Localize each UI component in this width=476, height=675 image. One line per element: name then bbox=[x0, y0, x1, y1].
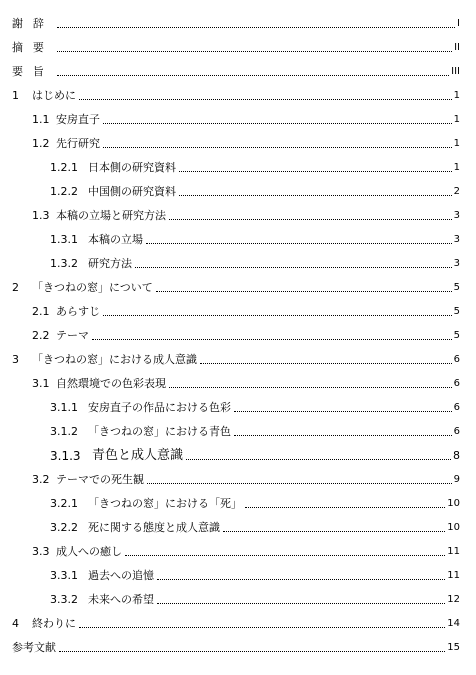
toc-entry-title: 安房直子の作品における色彩 bbox=[88, 401, 231, 414]
toc-entry-title: テーマ bbox=[56, 329, 89, 342]
toc-entry[interactable] bbox=[0, 251, 476, 271]
toc-entry-page: 5 bbox=[453, 282, 460, 293]
toc-entry[interactable] bbox=[0, 347, 476, 367]
toc-entry-title: 日本側の研究資料 bbox=[88, 161, 176, 174]
toc-entry-title: はじめに bbox=[32, 89, 76, 102]
dot-leader bbox=[200, 363, 452, 364]
toc-entry-number: 3.2.2 bbox=[50, 521, 78, 534]
toc-entry-page: 10 bbox=[447, 522, 460, 533]
toc-entry-title: 「きつねの窓」について bbox=[32, 281, 153, 294]
toc-entry-title: テーマでの死生観 bbox=[56, 473, 144, 486]
dot-leader bbox=[92, 339, 452, 340]
dot-leader bbox=[156, 291, 452, 292]
dot-leader bbox=[79, 99, 452, 100]
toc-entry[interactable] bbox=[0, 515, 476, 535]
toc-entry[interactable] bbox=[0, 635, 476, 655]
dot-leader bbox=[245, 507, 445, 508]
toc-entry[interactable] bbox=[0, 35, 476, 55]
toc-entry[interactable] bbox=[0, 155, 476, 175]
toc-entry-number: 1.1 bbox=[32, 113, 50, 126]
toc-entry-number: 1.2.1 bbox=[50, 161, 78, 174]
toc-entry-title: 先行研究 bbox=[56, 137, 100, 150]
toc-entry-page: 11 bbox=[447, 570, 460, 581]
toc-entry[interactable] bbox=[0, 395, 476, 415]
toc-entry[interactable] bbox=[0, 371, 476, 391]
dot-leader bbox=[169, 387, 452, 388]
toc-entry[interactable] bbox=[0, 611, 476, 631]
dot-leader bbox=[234, 411, 452, 412]
dot-leader bbox=[59, 651, 445, 652]
toc-entry[interactable] bbox=[0, 11, 476, 31]
toc-entry-title: 本稿の立場 bbox=[88, 233, 143, 246]
toc-entry-title: 自然環境での色彩表現 bbox=[56, 377, 166, 390]
dot-leader bbox=[57, 75, 449, 76]
toc-entry[interactable] bbox=[0, 107, 476, 127]
dot-leader bbox=[57, 27, 455, 28]
dot-leader bbox=[146, 243, 452, 244]
toc-entry-page: 9 bbox=[453, 474, 460, 485]
dot-leader bbox=[103, 123, 452, 124]
toc-entry-title: 中国側の研究資料 bbox=[88, 185, 176, 198]
toc-entry-title: 成人への癒し bbox=[56, 545, 122, 558]
toc-entry-number: 2.2 bbox=[32, 329, 50, 342]
toc-entry-number: 1.3.1 bbox=[50, 233, 78, 246]
toc-entry-page: 1 bbox=[453, 138, 460, 149]
dot-leader bbox=[125, 555, 445, 556]
toc-entry[interactable] bbox=[0, 227, 476, 247]
dot-leader bbox=[103, 315, 452, 316]
toc-entry[interactable] bbox=[0, 587, 476, 607]
toc-entry-page: 5 bbox=[453, 306, 460, 317]
toc-entry-number: 2.1 bbox=[32, 305, 50, 318]
toc-entry-title: 要旨 bbox=[12, 65, 54, 78]
toc-entry-page: I bbox=[457, 18, 460, 29]
toc-entry-number: 3 bbox=[12, 353, 19, 366]
toc-entry-title: 謝辞 bbox=[12, 17, 54, 30]
toc-entry[interactable] bbox=[0, 179, 476, 199]
toc-entry-page: 14 bbox=[447, 618, 460, 629]
toc-entry-page: 8 bbox=[453, 449, 460, 462]
toc-entry-page: 11 bbox=[447, 546, 460, 557]
toc-entry[interactable] bbox=[0, 83, 476, 103]
dot-leader bbox=[179, 171, 452, 172]
toc-entry[interactable] bbox=[0, 491, 476, 511]
toc-entry[interactable] bbox=[0, 299, 476, 319]
toc-entry-number: 1.2.2 bbox=[50, 185, 78, 198]
toc-entry-number: 1 bbox=[12, 89, 19, 102]
toc-entry-title: 死に関する態度と成人意識 bbox=[88, 521, 220, 534]
toc-entry-number: 3.1 bbox=[32, 377, 50, 390]
toc-entry-title: あらすじ bbox=[56, 305, 100, 318]
toc-entry-number: 4 bbox=[12, 617, 19, 630]
toc-entry-page: III bbox=[451, 66, 460, 77]
toc-entry[interactable] bbox=[0, 323, 476, 343]
toc-entry[interactable] bbox=[0, 131, 476, 151]
toc-entry-title: 未来への希望 bbox=[88, 593, 154, 606]
toc-entry-number: 1.2 bbox=[32, 137, 50, 150]
toc-entry-number: 2 bbox=[12, 281, 19, 294]
dot-leader bbox=[169, 219, 452, 220]
toc-entry-page: 3 bbox=[453, 210, 460, 221]
dot-leader bbox=[135, 267, 452, 268]
toc-entry-page: 5 bbox=[453, 330, 460, 341]
toc-entry-page: 10 bbox=[447, 498, 460, 509]
toc-entry-title: 「きつねの窓」における「死」 bbox=[88, 497, 242, 510]
dot-leader bbox=[147, 483, 452, 484]
toc-entry[interactable] bbox=[0, 539, 476, 559]
toc-entry-title: 青色と成人意識 bbox=[92, 448, 184, 463]
toc-entry-title: 過去への追憶 bbox=[88, 569, 154, 582]
toc-entry-page: 2 bbox=[453, 186, 460, 197]
toc-entry-title: 摘要 bbox=[12, 41, 54, 54]
toc-entry[interactable] bbox=[0, 275, 476, 295]
toc-entry-title: 「きつねの窓」における青色 bbox=[88, 425, 231, 438]
toc-entry-page: 6 bbox=[453, 402, 460, 413]
dot-leader bbox=[57, 51, 452, 52]
toc-entry-page: 3 bbox=[453, 258, 460, 269]
dot-leader bbox=[234, 435, 452, 436]
toc-entry-page: 12 bbox=[447, 594, 460, 605]
dot-leader bbox=[186, 459, 451, 460]
toc-entry-page: 15 bbox=[447, 642, 460, 653]
toc-entry[interactable] bbox=[0, 203, 476, 223]
dot-leader bbox=[179, 195, 452, 196]
toc-entry-title: 安房直子 bbox=[56, 113, 100, 126]
toc-entry-number: 3.1.1 bbox=[50, 401, 78, 414]
toc-entry[interactable] bbox=[0, 419, 476, 439]
toc-entry-title: 研究方法 bbox=[88, 257, 132, 270]
dot-leader bbox=[79, 627, 445, 628]
toc-entry[interactable] bbox=[0, 467, 476, 487]
toc-entry-title: 「きつねの窓」における成人意識 bbox=[32, 353, 197, 366]
toc-entry-number: 3.1.2 bbox=[50, 425, 78, 438]
toc-entry-page: 1 bbox=[453, 90, 460, 101]
toc-entry-number: 1.3.2 bbox=[50, 257, 78, 270]
toc-entry-page: 1 bbox=[453, 114, 460, 125]
toc-entry-title: 参考文献 bbox=[12, 641, 56, 654]
toc-entry-page: 6 bbox=[453, 378, 460, 389]
dot-leader bbox=[157, 603, 445, 604]
dot-leader bbox=[223, 531, 445, 532]
toc-entry-page: II bbox=[454, 42, 460, 53]
toc-entry[interactable] bbox=[0, 59, 476, 79]
toc-entry-number: 3.1.3 bbox=[50, 449, 81, 463]
toc-entry-page: 1 bbox=[453, 162, 460, 173]
dot-leader bbox=[157, 579, 445, 580]
toc-entry-page: 6 bbox=[453, 426, 460, 437]
toc-entry-number: 3.3.1 bbox=[50, 569, 78, 582]
toc-entry-number: 3.2 bbox=[32, 473, 50, 486]
toc-entry-title: 本稿の立場と研究方法 bbox=[56, 209, 166, 222]
toc-entry-page: 6 bbox=[453, 354, 460, 365]
toc-entry-number: 3.3 bbox=[32, 545, 50, 558]
toc-entry-number: 3.3.2 bbox=[50, 593, 78, 606]
toc-entry-page: 3 bbox=[453, 234, 460, 245]
toc-entry[interactable] bbox=[0, 563, 476, 583]
dot-leader bbox=[103, 147, 452, 148]
toc-entry-number: 3.2.1 bbox=[50, 497, 78, 510]
toc-entry-title: 終わりに bbox=[32, 617, 76, 630]
toc-entry-number: 1.3 bbox=[32, 209, 50, 222]
toc-entry[interactable] bbox=[0, 443, 476, 463]
